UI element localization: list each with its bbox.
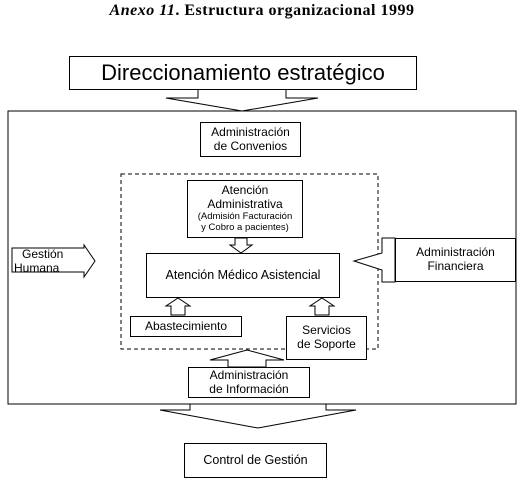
strategic-direction-label: Direccionamiento estratégico <box>101 60 385 86</box>
control-down-arrow <box>160 404 356 428</box>
finance-left-arrow <box>354 238 395 282</box>
finance-admin-line-1: Administración <box>416 245 495 260</box>
information-up-arrow <box>210 350 284 367</box>
administrative-care-line-2: Administrativa <box>207 197 283 212</box>
information-admin-line-2: de Información <box>209 381 289 396</box>
administrative-care-line-4: y Cobro a pacientes) <box>201 221 289 233</box>
support-services-line-1: Servicios <box>302 323 351 338</box>
administrative-care-line-3: (Admisión Facturación <box>197 210 293 222</box>
management-control-box <box>184 443 327 478</box>
medical-care-label: Atención Médico Asistencial <box>165 268 321 283</box>
administrative-care-box <box>187 180 303 238</box>
supply-box <box>130 316 242 337</box>
strategic-direction-box <box>69 56 417 90</box>
administrative-care-line-1: Atención <box>221 183 269 198</box>
human-resources-line-2: Humana <box>14 260 60 275</box>
supply-up-arrow <box>166 298 190 315</box>
agreements-admin-box <box>200 122 301 157</box>
strategy-down-arrow <box>166 89 318 111</box>
information-admin-box <box>188 367 310 398</box>
agreements-admin-line-1: Administración <box>211 124 290 139</box>
human-resources-line-1: Gestión <box>22 247 64 261</box>
support-services-box <box>286 316 367 360</box>
finance-admin-line-2: Financiera <box>427 259 484 273</box>
figure-title-prefix: Anexo 11 <box>109 2 176 19</box>
figure-title-text: . Estructura organizacional 1999 <box>175 2 415 19</box>
information-admin-line-1: Administración <box>209 367 289 382</box>
agreements-admin-line-2: de Convenios <box>213 138 288 153</box>
supply-label: Abastecimiento <box>144 318 228 333</box>
management-control-label: Control de Gestión <box>203 453 308 468</box>
medical-care-box <box>146 253 340 298</box>
support-up-arrow <box>310 298 334 315</box>
finance-admin-box <box>395 238 516 282</box>
support-services-line-2: de Soporte <box>297 337 356 351</box>
human-resources-label <box>14 248 84 276</box>
admin-to-medical-arrow <box>230 238 252 253</box>
